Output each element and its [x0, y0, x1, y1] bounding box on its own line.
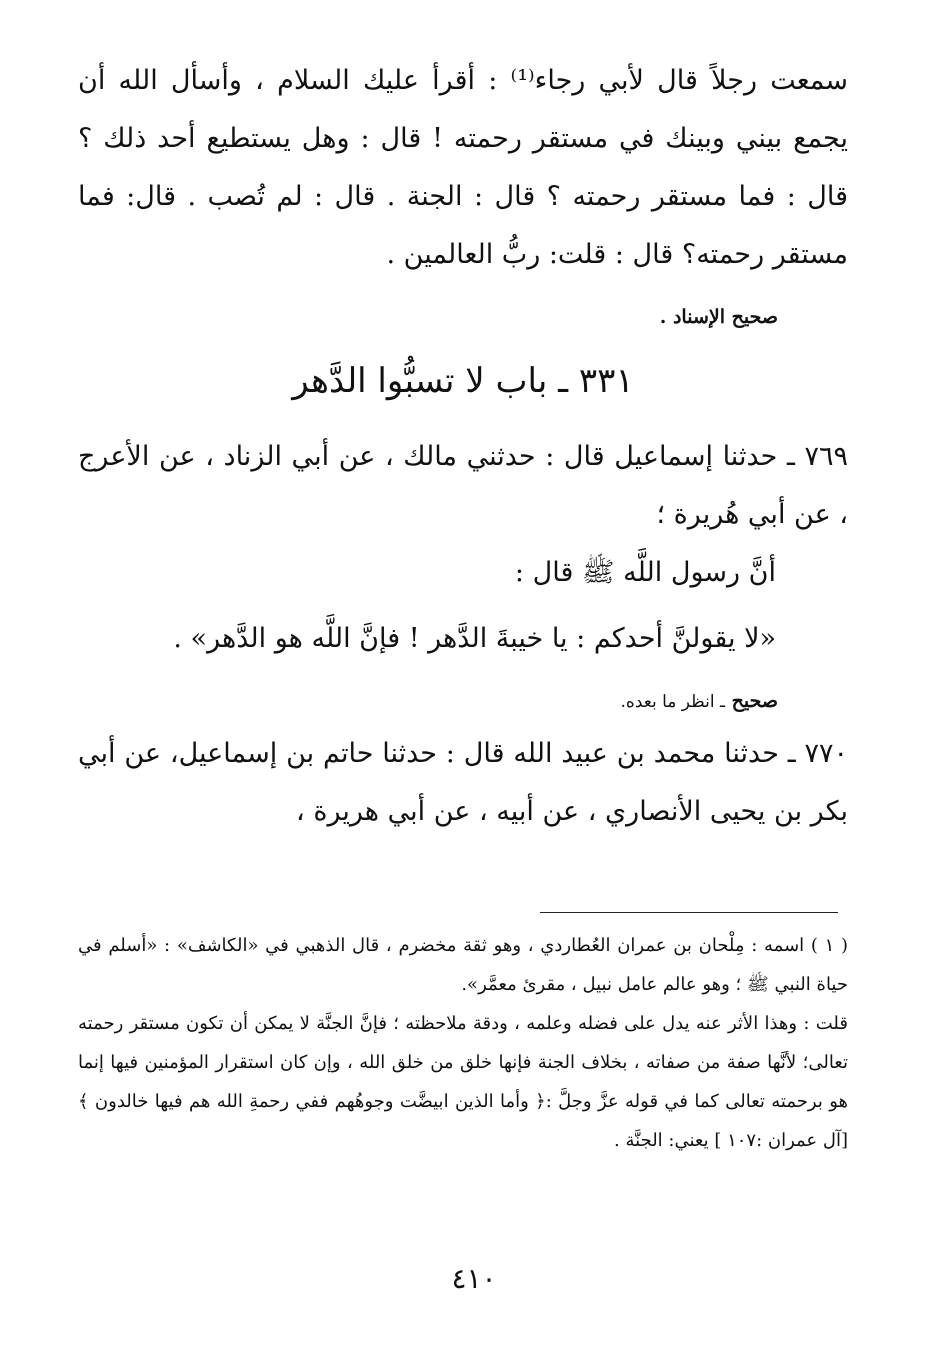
- footnotes: [78, 926, 848, 1160]
- footnote-divider: [540, 912, 838, 913]
- hadith-769-matn: «لا يقولنَّ أحدكم : يا خيبةَ الدَّهر ! فإنَّ اللَّه هو الدَّهر» .: [173, 623, 776, 654]
- grade-label: صحيح: [731, 690, 778, 712]
- footnote-2: قلت : وهذا الأثر عنه يدل على فضله وعلمه ، ودقة ملاحظته ؛ فإنَّ الجنَّة لا يمكن أن تكون مستقر رحمته تعالى؛ لأنَّها صفة من صفاته ، بخلاف الجنة فإنها خلق من خلق الله ، وإن كان استقرار المؤمنين فيها إنما هو برحمته تعالى كما في قوله عزَّ وجلَّ :﴿ وأما الذين ابيضَّت وجوهُهم ففي رحمةِ الله هم فيها خالدون ﴾ [آل عمران :١٠٧ ] يعني: الجنَّة .: [78, 1013, 848, 1151]
- grade-isnad-sahih: صحيح الإسناد .: [659, 306, 778, 328]
- grade-note: ـ انظر ما بعده.: [620, 692, 725, 712]
- hadith-769-isnad: ٧٦٩ ـ حدثنا إسماعيل قال : حدثني مالك ، عن أبي الزناد ، عن الأعرج ، عن أبي هُريرة ؛: [78, 441, 848, 530]
- hadith-769-intro: أنَّ رسول اللَّه ﷺ قال :: [514, 557, 776, 588]
- grade-sahih: [78, 686, 778, 717]
- chapter-heading: ٣٣١ ـ باب لا تسبُّوا الدَّهر: [292, 361, 634, 401]
- footnote-1: ( ١ ) اسمه : مِلْحان بن عمران العُطاردي ، وهو ثقة مخضرم ، قال الذهبي في «الكاشف» : «أسلم في حياة النبي ﷺ ؛ وهو عالم عامل نبيل ، مقرئ معمَّر».: [78, 935, 848, 995]
- main-text-column: [78, 52, 848, 841]
- page-number: ٤١٠: [451, 1262, 497, 1295]
- hadith-770-isnad: ٧٧٠ ـ حدثنا محمد بن عبيد الله قال : حدثنا حاتم بن إسماعيل، عن أبي بكر بن يحيى الأنصاري ، عن أبيه ، عن أبي هريرة ،: [78, 738, 848, 827]
- intro-paragraph: سمعت رجلاً قال لأبي رجاء⁽¹⁾ : أقرأ عليك السلام ، وأسأل الله أن يجمع بيني وبينك في مستقر رحمته ! قال : وهل يستطيع أحد ذلك ؟ قال : فما مستقر رحمته ؟ قال : الجنة . قال : لم تُصب . قال: فما مستقر رحمته؟ قال : قلت: ربُّ العالمين .: [78, 65, 849, 270]
